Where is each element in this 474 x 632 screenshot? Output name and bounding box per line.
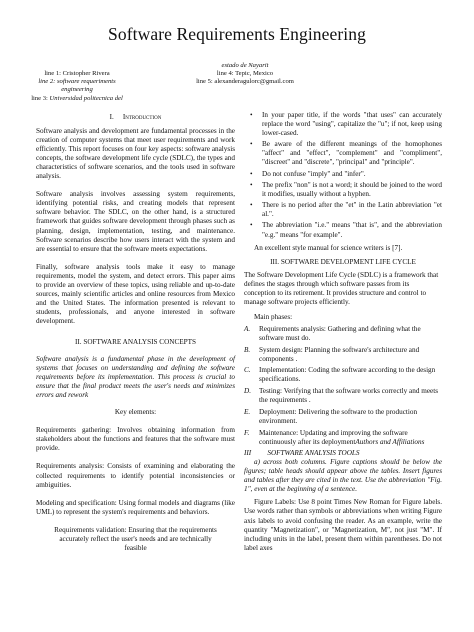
phase-f-tail: Authors and Affiliations [355,437,425,446]
phase-item: F. Maintenance: Updating and improving the software continuously after its deploymentAuthors and Affiliations [244,428,425,446]
phase-text: System design: Planning the software's architecture and components . [259,345,420,363]
intro-paragraph-3: Finally, software analysis tools make it easy to manage requirements, model the system, and detect errors. This paper aims to provide an overview of these topics, using reliable and up-to-date sources, mainly scientific articles and online resources from Mexico and the United States. The information presented is relevant to students, professionals, and anyone interested in software development. [36,262,235,325]
bullet-item: • Be aware of the different meanings of the homophones "affect" and "effect", "complement" and "compliment", "discreet" and "discrete", "principal" and "principle". [250,140,442,167]
phase-text: Requirements analysis: Gathering and defining what the software must do. [259,325,421,343]
tools-paragraph-1: a) across both columns. Figure captions should be below the figures; table heads should appear above the tables. Insert figures and tables after they are cited in the text. Use the abbreviation "Fig. 1", even at the beginning of a sentence. [244,458,442,494]
section-heading-tools [244,449,442,458]
analysis-concepts-paragraph: Software analysis is a fundamental phase in the development of systems that focuses on understanding and defining the software requirements before its implementation. This process is crucial to ensure that the final product meets the user's needs and minimizes errors and rework [36,355,235,400]
left-column [36,113,235,553]
section-heading-introduction [36,113,235,122]
author-block-left [12,70,142,103]
bullet-text: There is no period after the "et" in the Latin abbreviation "et al.". [262,201,442,219]
section-title: SOFTWARE ANALYSIS TOOLS [267,449,360,458]
phase-item: D. Testing: Verifying that the software works correctly and meets the requirements . [244,387,438,405]
style-manual-note: An excellent style manual for science writers is [7]. [254,243,403,252]
section-heading-analysis-concepts: II. SOFTWARE ANALYSIS CONCEPTS [74,337,197,346]
style-bullet-list [244,111,442,240]
requirements-gathering-text: Requirements gathering: Involves obtaining information from stakeholders about the functions and features that the software must provide. [36,426,235,453]
phase-text: Implementation: Coding the software according to the design specifications. [259,366,436,384]
author-line-3-affiliation: Universidad politecnica del [49,94,123,102]
author-line-1: line 1: Cristopher Rivera [44,70,110,77]
bullet-text: Do not confuse "imply" and "infer". [262,169,366,178]
intro-paragraph-2: Software analysis involves assessing system requirements, identifying potential risks, and creating models that represent software behavior. The SDLC, on the other hand, is a structured framework that guides software development through phases such as planning, design, implementation, testing, and maintenance. Software scenarios describe how users interact with the system and are essential to ensure that the software meets expectations. [36,190,235,253]
requirements-analysis-text: Requirements analysis: Consists of examining and elaborating the collected requirements to identify potential inconsistencies or ambiguities. [36,462,235,489]
bullet-item: • Do not confuse "imply" and "infer". [250,169,366,178]
bullet-item: • There is no period after the "et" in the Latin abbreviation "et al.". [250,201,442,219]
paper-title: Software Requirements Engineering [108,24,366,44]
bullet-text: In your paper title, if the words "that uses" can accurately replace the word "using", capitalize the "u"; if not, keep using lower-cased. [262,111,442,138]
phase-text: Deployment: Delivering the software to the production environment. [259,407,418,425]
section-heading-sdlc: III. SOFTWARE DEVELOPMENT LIFE CYCLE [270,257,416,266]
bullet-item: • In your paper title, if the words "that uses" can accurately replace the word "using", capitalize the "u"; if not, keep using lower-cased. [250,111,442,138]
author-block-right [168,62,322,87]
sdlc-phases-list [244,325,442,447]
section-number: III [244,449,252,458]
author-line-2: line 2: software requeriments [38,78,116,86]
bullet-item: • The abbreviation "i.e." means "that is", and the abbreviation "e.g." means "for example". [250,221,442,239]
section-number: I. [109,113,114,121]
key-elements-label: Key elements: [114,408,157,417]
bullet-text: The abbreviation "i.e." means "that is", and the abbreviation "e.g." means "for example". [262,221,442,239]
intro-paragraph-1: Software analysis and development are fundamental processes in the creation of computer systems that meet user requirements and work efficiently. This report focuses on four key aspects: software analysis concepts, the software development life cycle (SDLC), the types and characteristics of software scenarios, and the tools used in software analysis. [36,127,235,181]
main-phases-label: Main phases: [254,313,293,322]
section-title: Introduction [122,113,162,121]
author-line-4: line 4: Tepic, Mexico [216,70,274,78]
requirements-validation-text: Requirements validation: Ensuring that the requirements accurately reflect the user's needs and are technically feasible [54,525,217,552]
tools-paragraph-2: Figure Labels: Use 8 point Times New Roman for Figure labels. Use words rather than symbols or abbreviations when writing Figure axis labels to avoid confusing the reader. As an example, write the quantity "Magnetization", or "Magnetization, M", not just "M". If including units in the label, present them within parentheses. Do not label axes [244,498,442,552]
author-line-3-label: line 3: [31,94,50,102]
phase-item: A. Requirements analysis: Gathering and defining what the software must do. [244,325,421,343]
modeling-specification-text: Modeling and specification: Using formal models and diagrams (like UML) to represent the system's requirements and behaviors. [36,498,235,516]
phase-item: C. Implementation: Coding the software according to the design specifications. [244,366,436,384]
author-line-2-cont: engineering [61,86,93,94]
author-line-3 [12,95,142,103]
phase-item: E. Deployment: Delivering the software to the production environment. [244,407,418,425]
phase-text: Maintenance: Updating and improving the software continuously after its deployment [259,428,408,446]
phase-text: Testing: Verifying that the software works correctly and meets the requirements . [259,387,438,405]
right-column [244,111,442,553]
author-affiliation-cont: estado de Nayarit [221,62,269,69]
author-line-5: line 5: alexanderagulorc@gmail.com [196,78,294,86]
sdlc-paragraph: The Software Development Life Cycle (SDLC) is a framework that defines the stages through which software passes from its conception to its retirement. It provides structure and control to manage software projects efficiently. [244,270,439,306]
bullet-text: Be aware of the different meanings of the homophones "affect" and "effect", "complement" and "compliment", "discreet" and "discrete", "principal" and "principle". [262,140,442,167]
phase-item: B. System design: Planning the software's architecture and components . [244,345,420,363]
bullet-text: The prefix "non" is not a word; it should be joined to the word it modifies, usually without a hyphen. [262,180,442,198]
bullet-item: • The prefix "non" is not a word; it should be joined to the word it modifies, usually without a hyphen. [250,180,442,198]
